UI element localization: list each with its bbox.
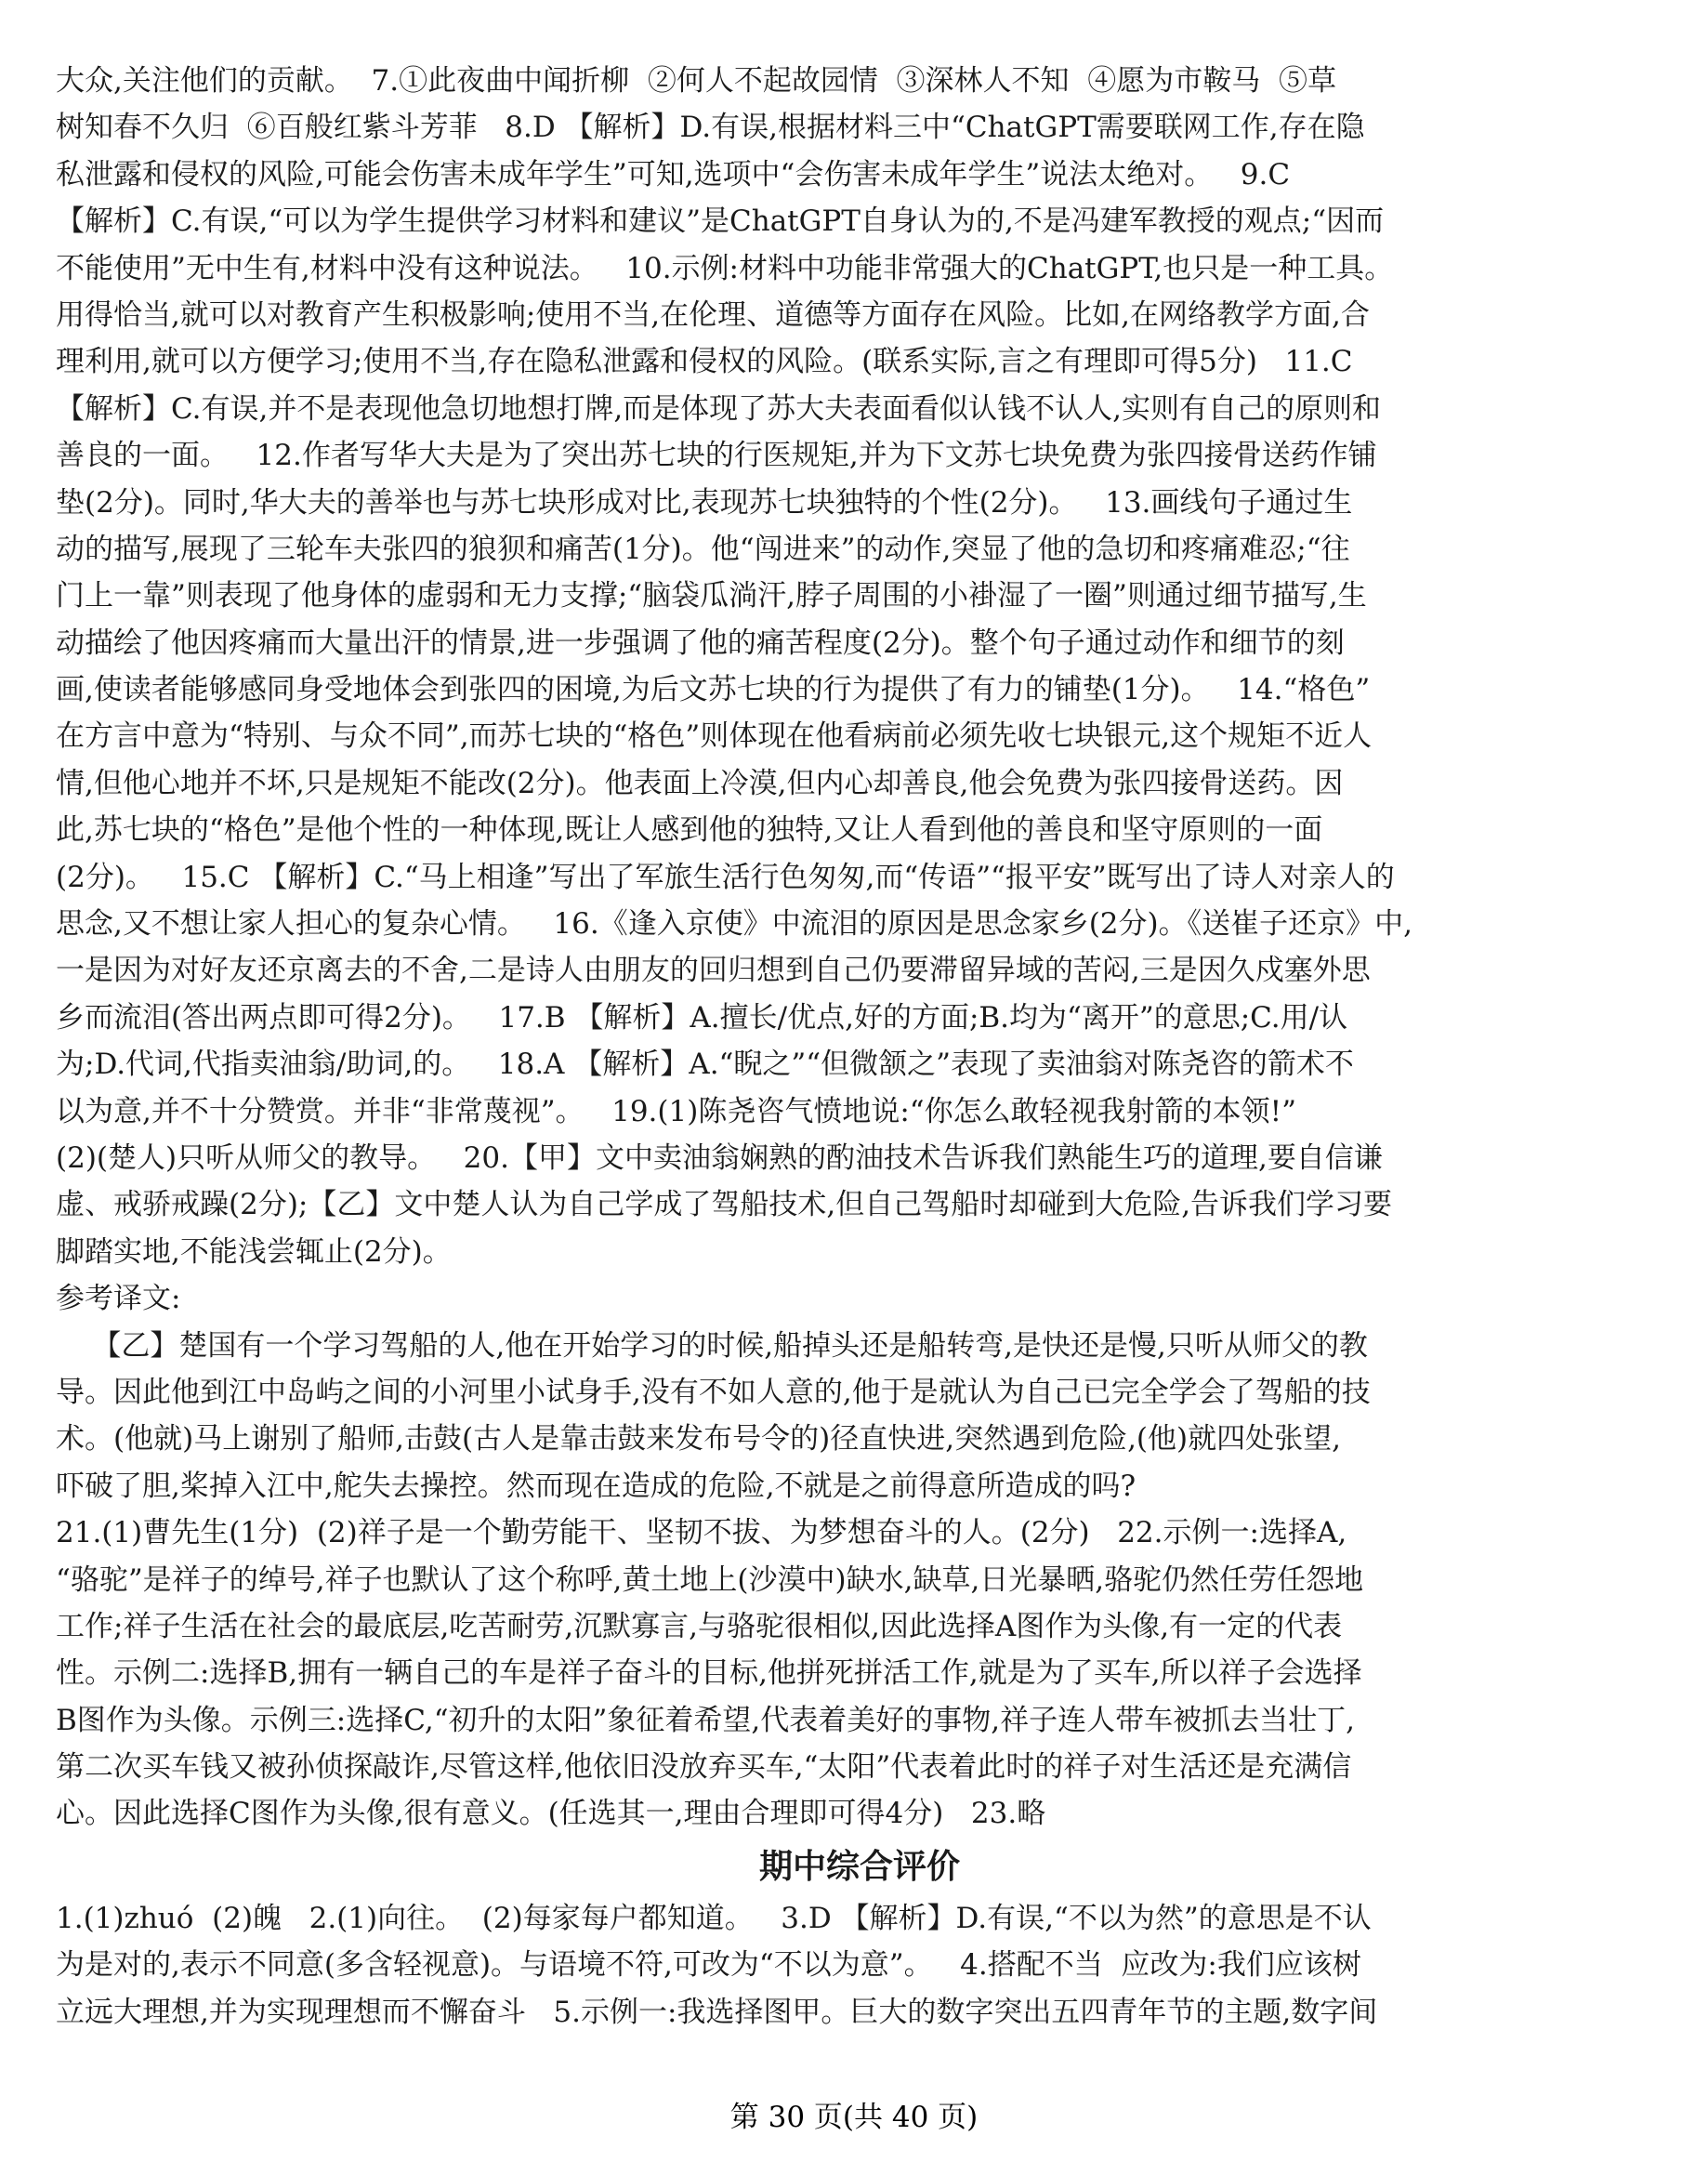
text-line: 吓破了胆,桨掉入江中,舵失去操控。然而现在造成的危险,不就是之前得意所造成的吗? (56, 1469, 1136, 1503)
text-line: 虚、戒骄戒躁(2分);【乙】文中楚人认为自己学成了驾船技术,但自己驾船时却碰到大危险,告诉我们学习要 (56, 1188, 1393, 1222)
text-line: 不能使用”无中生有,材料中没有这种说法。 10.示例:材料中功能非常强大的ChatGPT,也只是一种工具。 (56, 251, 1394, 285)
text-line: 用得恰当,就可以对教育产生积极影响;使用不当,在伦理、道德等方面存在风险。比如,在网络教学方面,合 (56, 297, 1370, 332)
text-line: 垫(2分)。同时,华大夫的善举也与苏七块形成对比,表现苏七块独特的个性(2分)。 13.画线句子通过生 (56, 485, 1353, 520)
text-line: 导。因此他到江中岛屿之间的小河里小试身手,没有不如人意的,他于是就认为自己已完全学会了驾船的技 (56, 1375, 1371, 1409)
section-title: 期中综合评价 (758, 1846, 960, 1886)
text-line: 门上一靠”则表现了他身体的虚弱和无力支撑;“脑袋瓜淌汗,脖子周围的小褂湿了一圈”则通过细节描写,生 (56, 579, 1367, 613)
text-line: 思念,又不想让家人担心的复杂心情。 16.《逢入京使》中流泪的原因是思念家乡(2分)。《送崔子还京》中, (56, 907, 1412, 942)
text-line: 此,苏七块的“格色”是他个性的一种体现,既让人感到他的独特,又让人看到他的善良和坚守原则的一面 (56, 813, 1323, 848)
text-line: 为;D.代词,代指卖油翁/助词,的。 18.A 【解析】A.“睨之”“但微颔之”表现了卖油翁对陈尧咨的箭术不 (56, 1048, 1354, 1082)
text-line: 私泄露和侵权的风险,可能会伤害未成年学生”可知,选项中“会伤害未成年学生”说法太绝对。 9.C (56, 157, 1291, 191)
text-line: 脚踏实地,不能浅尝辄止(2分)。 (56, 1234, 452, 1269)
text-line: 善良的一面。 12.作者写华大夫是为了突出苏七块的行医规矩,并为下文苏七块免费为张四接骨送药作铺 (56, 439, 1377, 473)
text-line: (2)(楚人)只听从师父的教导。 20.【甲】文中卖油翁娴熟的酌油技术告诉我们熟能生巧的道理,要自信谦 (56, 1140, 1383, 1175)
text-line: 乡而流泪(答出两点即可得2分)。 17.B 【解析】A.擅长/优点,好的方面;B.均为“离开”的意思;C.用/认 (56, 1000, 1348, 1035)
text-line: 21.(1)曹先生(1分) (2)祥子是一个勤劳能干、坚韧不拔、为梦想奋斗的人。(2分) 22.示例一:选择A, (56, 1516, 1347, 1550)
text-line: (2分)。 15.C 【解析】C.“马上相逢”写出了军旅生活行色匆匆,而“传语”“报平安”既写出了诗人对亲人的 (56, 860, 1395, 894)
text-line: 大众,关注他们的贡献。 7.①此夜曲中闻折柳 ②何人不起故园情 ③深林人不知 ④愿为市鞍马 ⑤草 (56, 64, 1336, 98)
text-line: 工作;祥子生活在社会的最底层,吃苦耐劳,沉默寡言,与骆驼很相似,因此选择A图作为头像,有一定的代表 (56, 1609, 1343, 1643)
text-line: “骆驼”是祥子的绰号,祥子也默认了这个称呼,黄土地上(沙漠中)缺水,缺草,日光暴晒,骆驼仍然任劳任怨地 (56, 1562, 1364, 1597)
text-line: 第二次买车钱又被孙侦探敲诈,尽管这样,他依旧没放弃买车,“太阳”代表着此时的祥子对生活还是充满信 (56, 1750, 1352, 1785)
text-line: 为是对的,表示不同意(多含轻视意)。与语境不符,可改为“不以为意”。 4.搭配不当 应改为:我们应该树 (56, 1948, 1361, 1983)
text-line: 动的描写,展现了三轮车夫张四的狼狈和痛苦(1分)。他“闯进来”的动作,突显了他的急切和疼痛难忍;“往 (56, 532, 1350, 566)
text-line: 画,使读者能够感同身受地体会到张四的困境,为后文苏七块的行为提供了有力的铺垫(1分)。 14.“格色” (56, 673, 1371, 707)
answer-text-block-1 (56, 58, 1663, 1838)
text-line: 理利用,就可以方便学习;使用不当,存在隐私泄露和侵权的风险。(联系实际,言之有理即可得5分) 11.C (56, 345, 1353, 379)
text-line: 情,但他心地并不坏,只是规矩不能改(2分)。他表面上冷漠,但内心却善良,他会免费为张四接骨送药。因 (56, 766, 1344, 800)
text-line: 【解析】C.有误,“可以为学生提供学习材料和建议”是ChatGPT自身认为的,不是冯建军教授的观点;“因而 (56, 204, 1385, 239)
text-line: 树知春不久归 ⑥百般红紫斗芳菲 8.D 【解析】D.有误,根据材料三中“ChatGPT需要联网工作,存在隐 (56, 111, 1365, 145)
text-line: 术。(他就)马上谢别了船师,击鼓(古人是靠击鼓来发布号令的)径直快进,突然遇到危险,(他)就四处张望, (56, 1422, 1341, 1457)
text-line: 一是因为对好友还京离去的不舍,二是诗人由朋友的回归想到自己仍要滞留异域的苦闷,三是因久戍塞外思 (56, 954, 1371, 988)
text-line: 【乙】楚国有一个学习驾船的人,他在开始学习的时候,船掉头还是船转弯,是快还是慢,只听从师父的教 (56, 1328, 1368, 1363)
answer-text-block-2 (56, 1895, 1663, 2036)
text-line: 性。示例二:选择B,拥有一辆自己的车是祥子奋斗的目标,他拼死拼活工作,就是为了买车,所以祥子会选择 (56, 1656, 1362, 1691)
page-footer: 第 30 页(共 40 页) (729, 2101, 979, 2134)
text-line: 【解析】C.有误,并不是表现他急切地想打牌,而是体现了苏大夫表面看似认钱不认人,实则有自己的原则和 (56, 391, 1382, 426)
text-line: 参考译文: (56, 1282, 181, 1316)
text-line: 1.(1)zhuó (2)魄 2.(1)向往。 (2)每家每户都知道。 3.D 【解析】D.有误,“不以为然”的意思是不认 (56, 1901, 1372, 1935)
text-line: B图作为头像。示例三:选择C,“初升的太阳”象征着希望,代表着美好的事物,祥子连人带车被抓去当壮丁, (56, 1703, 1355, 1737)
text-line: 心。因此选择C图作为头像,很有意义。(任选其一,理由合理即可得4分) 23.略 (56, 1797, 1046, 1831)
text-line: 立远大理想,并为实现理想而不懈奋斗 5.示例一:我选择图甲。巨大的数字突出五四青年节的主题,数字间 (56, 1995, 1378, 2029)
text-line: 动描绘了他因疼痛而大量出汗的情景,进一步强调了他的痛苦程度(2分)。整个句子通过动作和细节的刻 (56, 626, 1345, 660)
text-line: 以为意,并不十分赞赏。并非“非常蔑视”。 19.(1)陈尧咨气愤地说:“你怎么敢轻视我射箭的本领!” (56, 1094, 1296, 1128)
text-line: 在方言中意为“特别、与众不同”,而苏七块的“格色”则体现在他看病前必须先收七块银元,这个规矩不近人 (56, 719, 1373, 754)
